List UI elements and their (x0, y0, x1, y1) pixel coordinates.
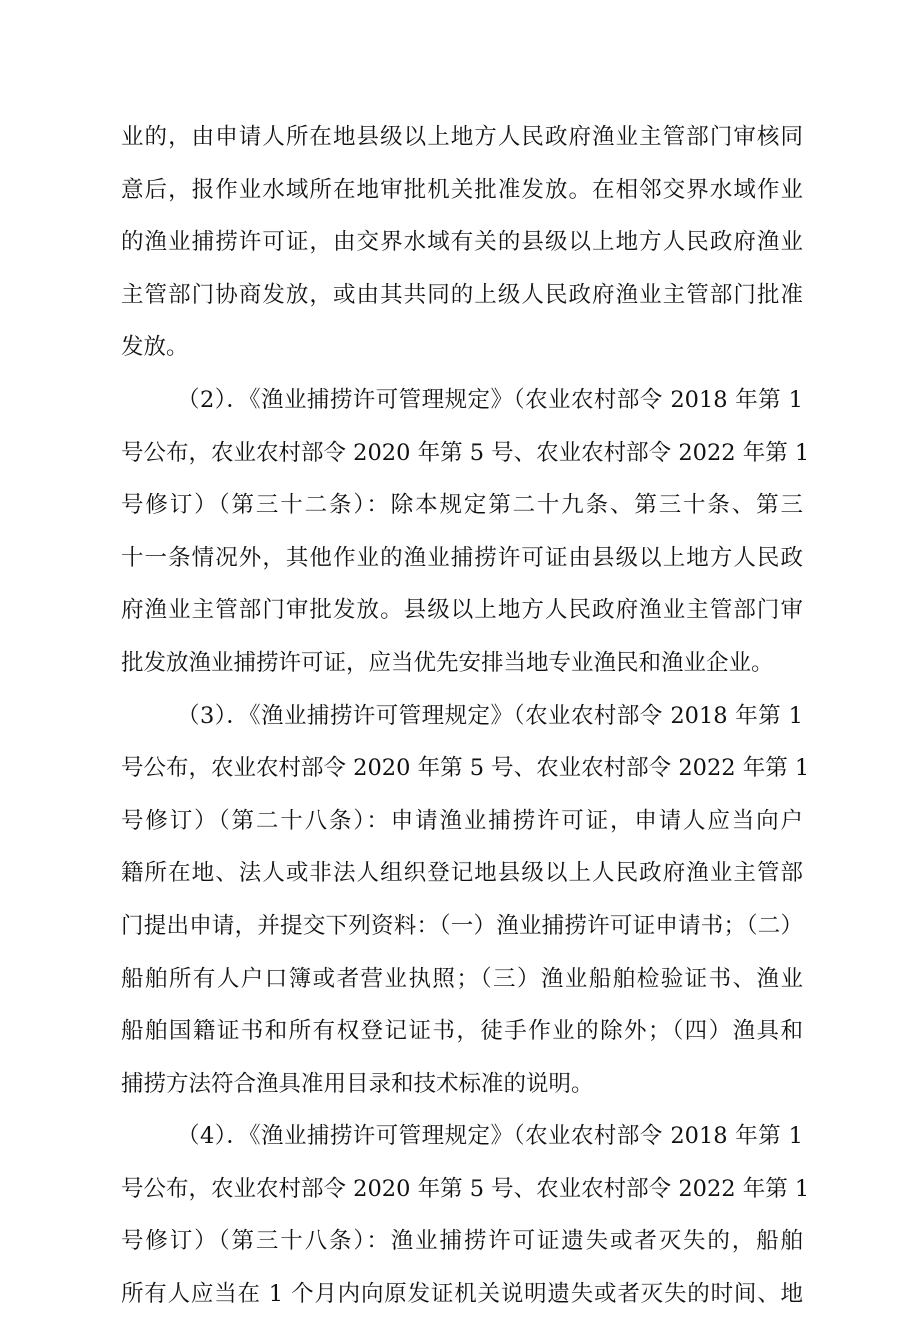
text-line: 发放。 (121, 334, 189, 361)
text-line: 号修订）（第二十八条）：申请渔业捕捞许可证，申请人应当向户 (121, 807, 803, 834)
text-line: 府渔业主管部门审批发放。县级以上地方人民政府渔业主管部门审 (121, 597, 803, 624)
text-line: 意后，报作业水域所在地审批机关批准发放。在相邻交界水域作业 (121, 176, 803, 203)
document-body (121, 111, 810, 1321)
text-line: 船舶所有人户口簿或者营业执照；（三）渔业船舶检验证书、渔业 (121, 965, 803, 992)
text-line: 所有人应当在 1 个月内向原发证机关说明遗失或者灭失的时间、地 (121, 1281, 803, 1308)
text-line: 主管部门协商发放，或由其共同的上级人民政府渔业主管部门批准 (121, 281, 803, 308)
text-line: 的渔业捕捞许可证，由交界水域有关的县级以上地方人民政府渔业 (121, 229, 803, 256)
text-line: 船舶国籍证书和所有权登记证书，徒手作业的除外；（四）渔具和 (121, 1018, 803, 1045)
text-line: 号公布，农业农村部令 2020 年第 5 号、农业农村部令 2022 年第 1 (121, 1175, 810, 1202)
text-line: 籍所在地、法人或非法人组织登记地县级以上人民政府渔业主管部 (121, 860, 803, 887)
paragraph-3-start: （3）．《渔业捕捞许可管理规定》（农业农村部令 2018 年第 1 (177, 702, 803, 729)
text-line: 号修订）（第三十二条）：除本规定第二十九条、第三十条、第三 (121, 492, 803, 519)
paragraph-2-start: （2）．《渔业捕捞许可管理规定》（农业农村部令 2018 年第 1 (177, 386, 803, 413)
text-line: 捕捞方法符合渔具准用目录和技术标准的说明。 (121, 1070, 594, 1097)
text-line: 号修订）（第三十八条）：渔业捕捞许可证遗失或者灭失的，船舶 (121, 1228, 803, 1255)
text-line: 门提出申请，并提交下列资料：（一）渔业捕捞许可证申请书；（二） (121, 912, 803, 939)
text-line: 号公布，农业农村部令 2020 年第 5 号、农业农村部令 2022 年第 1 (121, 439, 810, 466)
text-line: 号公布，农业农村部令 2020 年第 5 号、农业农村部令 2022 年第 1 (121, 755, 810, 782)
text-line: 十一条情况外，其他作业的渔业捕捞许可证由县级以上地方人民政 (121, 544, 803, 571)
text-line: 业的，由申请人所在地县级以上地方人民政府渔业主管部门审核同 (121, 124, 803, 150)
paragraph-4-start: （4）．《渔业捕捞许可管理规定》（农业农村部令 2018 年第 1 (177, 1123, 803, 1150)
text-line: 批发放渔业捕捞许可证，应当优先安排当地专业渔民和渔业企业。 (121, 649, 774, 676)
